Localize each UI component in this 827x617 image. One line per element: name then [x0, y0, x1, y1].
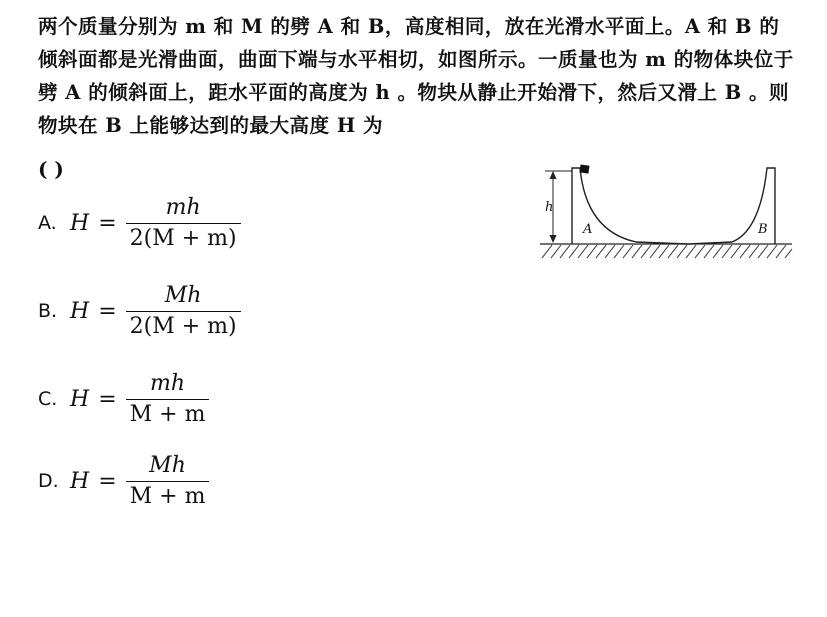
- label-b: B: [758, 222, 768, 237]
- ground-hatching: [542, 245, 792, 258]
- denominator: M + m: [126, 399, 210, 427]
- option-formula: H = $\frac{mh}{2(M + m)}$: [70, 195, 241, 251]
- numerator: Mh: [149, 453, 186, 478]
- wedge-diagram: [536, 161, 798, 265]
- fraction: [126, 195, 241, 251]
- denominator: M + m: [126, 481, 210, 509]
- question-body: 两个质量分别为 m 和 M 的劈 A 和 B，高度相同，放在光滑水平面上。A 和 B 的倾斜面都是光滑曲面，曲面下端与水平相切，如图所示。一质量也为 m 的物体块位于劈 A 的倾斜面上，距水平面的高度为 h 。物块从静止开始滑下，然后又滑上 B 。则物块在 B 上能够达到的最大高度 H 为: [38, 15, 794, 137]
- numerator: mh: [150, 371, 186, 396]
- numerator: Mh: [164, 283, 202, 308]
- option-letter: A.: [38, 212, 57, 234]
- fraction: [126, 371, 210, 427]
- question-text: [38, 10, 798, 142]
- numerator: mh: [165, 195, 201, 220]
- option-c[interactable]: [38, 371, 209, 427]
- label-h: h: [545, 200, 554, 215]
- option-letter: D.: [38, 470, 59, 492]
- h-arrow-down-icon: [550, 235, 557, 243]
- denominator: 2(M + m): [126, 311, 241, 339]
- option-formula: H = $\frac{Mh}{2(M + m)}$: [70, 283, 241, 339]
- option-b[interactable]: [38, 283, 241, 339]
- fraction: [126, 283, 241, 339]
- block: [579, 164, 589, 173]
- option-d[interactable]: [38, 453, 209, 509]
- option-letter: B.: [38, 300, 58, 322]
- label-a: A: [583, 222, 593, 237]
- option-a[interactable]: [38, 195, 241, 251]
- option-formula: H = $\frac{mh}{M + m}$: [70, 371, 209, 427]
- fraction: [126, 453, 210, 509]
- option-letter: C.: [38, 388, 58, 410]
- h-arrow-up-icon: [550, 171, 557, 179]
- option-formula: H = $\frac{Mh}{M + m}$: [70, 453, 209, 509]
- denominator: 2(M + m): [126, 223, 241, 251]
- answer-blank: ( ): [38, 157, 64, 181]
